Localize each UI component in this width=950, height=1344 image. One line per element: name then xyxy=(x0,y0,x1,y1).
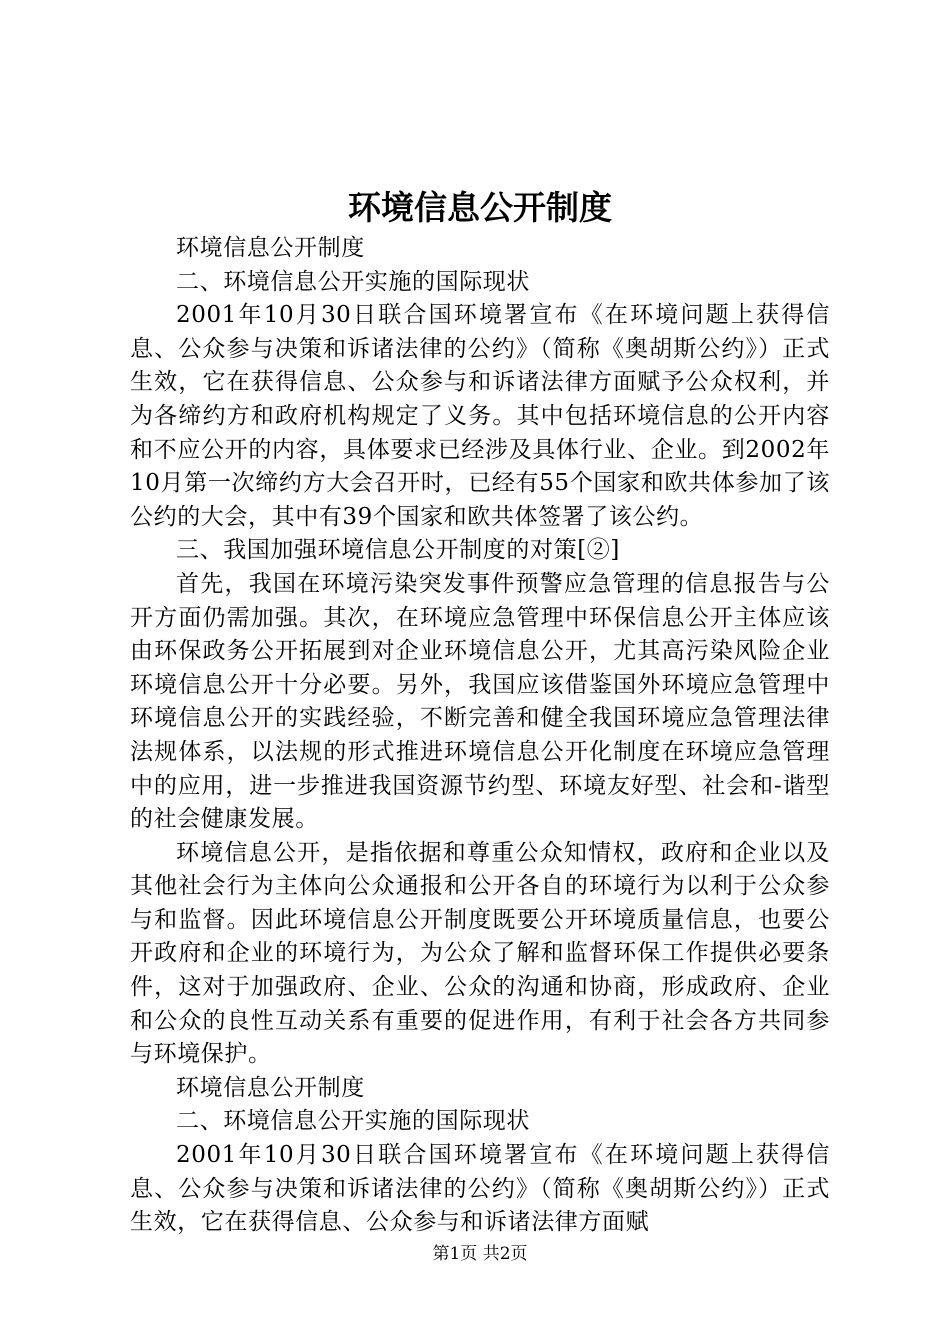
section-heading-countermeasures: 三、我国加强环境信息公开制度的对策[②] xyxy=(176,537,620,564)
paragraph-aarhus-convention: 2001年10月30日联合国环境署宣布《在环境问题上获得信息、公众参与决策和诉诸法律的公约》（简称《奥胡斯公约》）正式生效，它在获得信息、公众参与和诉诸法律方面赋予公众权利，并为各缔约方和政府机构规定了义务。其中包括环境信息的公开内容和不应公开的内容，具体要求已经涉及具体行业、企业。到2002年10月第一次缔约方大会召开时，已经有55个国家和欧共体参加了该公约的大会，其中有39个国家和欧共体签署了该公约。 xyxy=(130,302,830,530)
document-title: 环境信息公开制度 xyxy=(348,188,612,227)
paragraph-heading-repeat-2: 环境信息公开制度 xyxy=(176,1074,365,1101)
page-number-footer: 第1页 共2页 xyxy=(432,1244,528,1264)
paragraph-definition: 环境信息公开，是指依据和尊重公众知情权，政府和企业以及其他社会行为主体向公众通报和公开各自的环境行为以利于公众参与和监督。因此环境信息公开制度既要公开环境质量信息，也要公开政府和企业的环境行为，为公众了解和监督环保工作提供必要条件，这对于加强政府、企业、公众的沟通和协商，形成政府、企业和公众的良性互动关系有重要的促进作用，有利于社会各方共同参与环境保护。 xyxy=(130,839,830,1068)
section-heading-international-status-2: 二、环境信息公开实施的国际现状 xyxy=(176,1108,530,1135)
section-heading-international-status: 二、环境信息公开实施的国际现状 xyxy=(176,268,530,295)
paragraph-aarhus-convention-2: 2001年10月30日联合国环境署宣布《在环境问题上获得信息、公众参与决策和诉诸法律的公约》（简称《奥胡斯公约》）正式生效，它在获得信息、公众参与和诉诸法律方面赋 xyxy=(130,1142,830,1236)
document-body xyxy=(130,232,830,1240)
paragraph-heading-repeat: 环境信息公开制度 xyxy=(176,235,365,261)
paragraph-countermeasures: 首先，我国在环境污染突发事件预警应急管理的信息报告与公开方面仍需加强。其次，在环境应急管理中环保信息公开主体应该由环保政务公开拓展到对企业环境信息公开，尤其高污染风险企业环境信息公开十分必要。另外，我国应该借鉴国外环境应急管理中环境信息公开的实践经验，不断完善和健全我国环境应急管理法律法规体系，以法规的形式推进环境信息公开化制度在环境应急管理中的应用，进一步推进我国资源节约型、环境友好型、社会和-谐型的社会健康发展。 xyxy=(130,570,830,833)
